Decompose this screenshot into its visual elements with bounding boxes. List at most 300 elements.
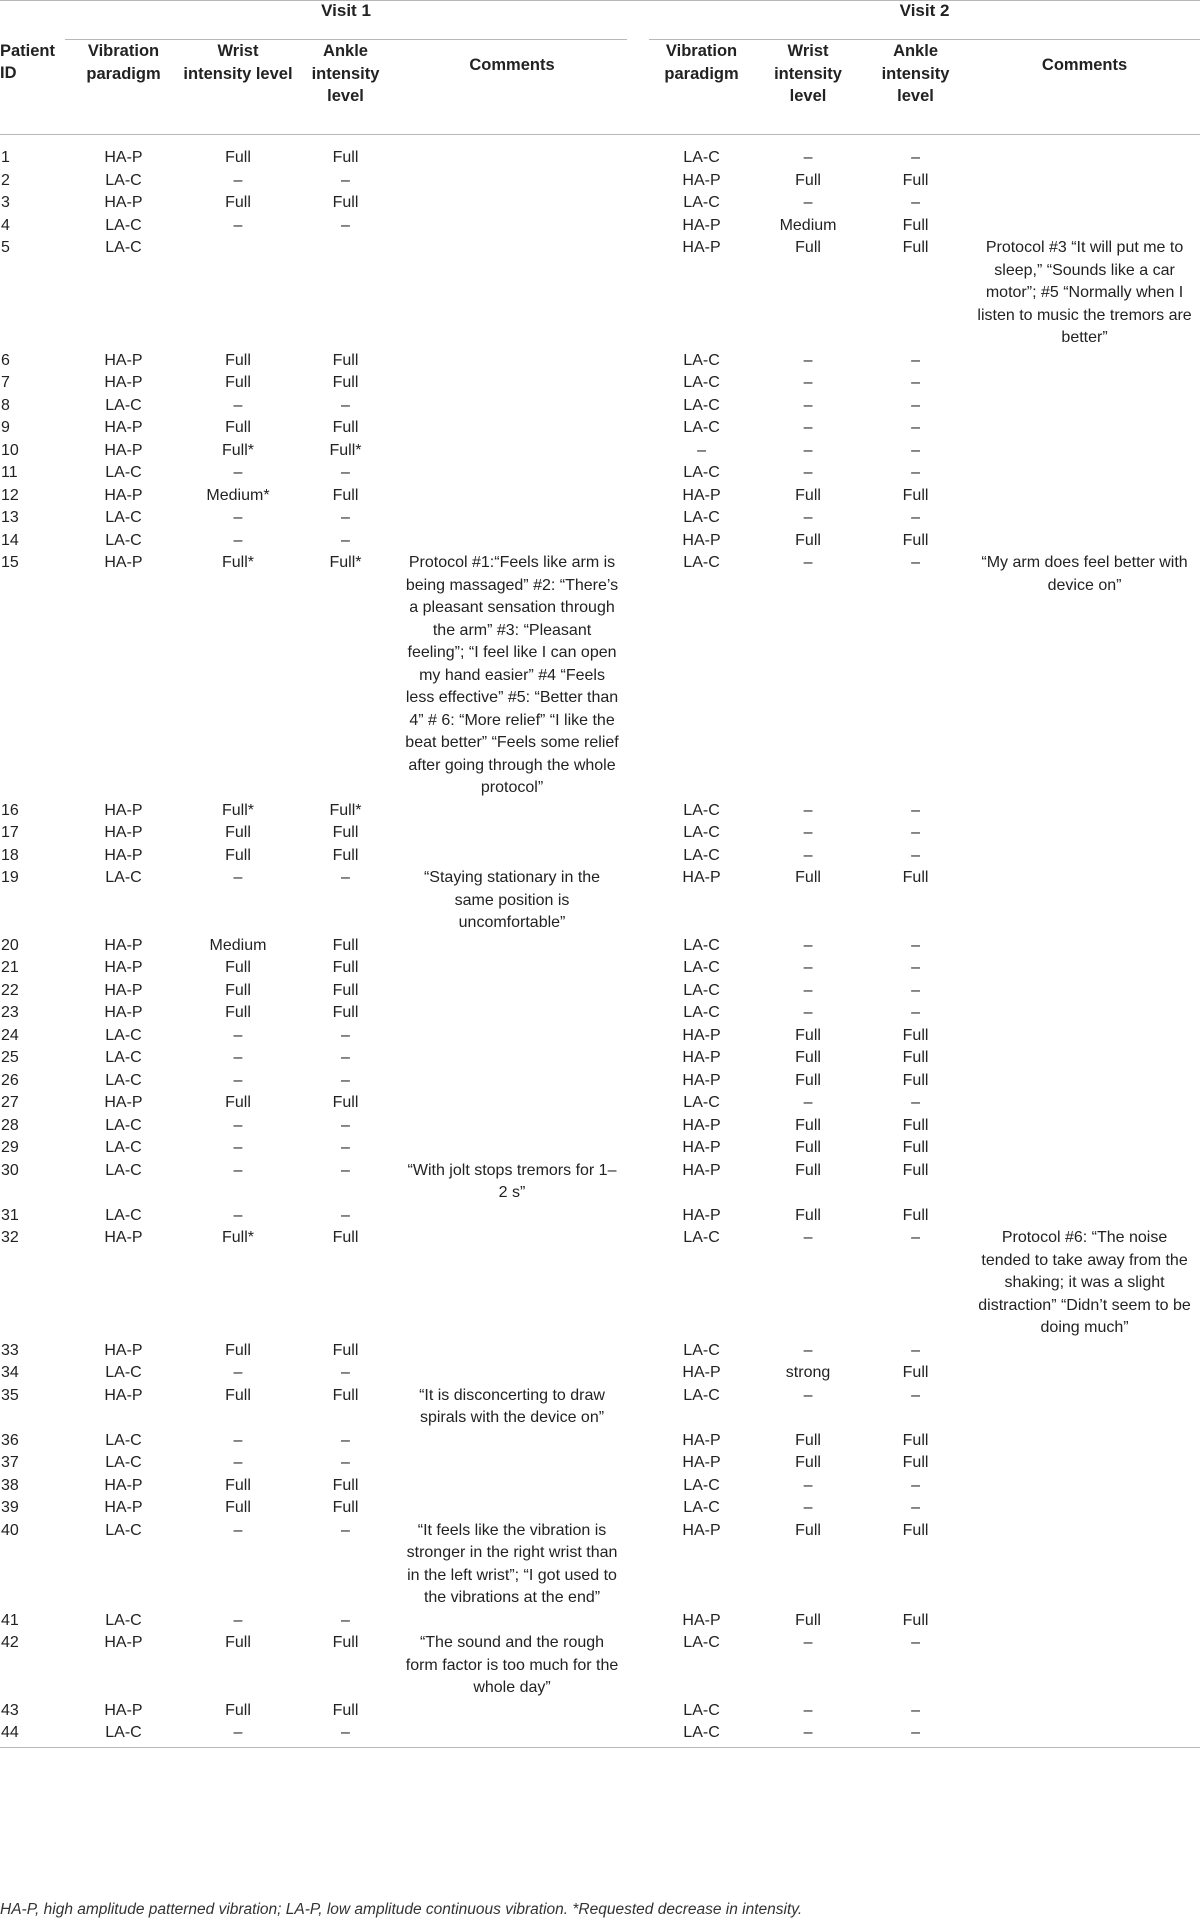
- v2-comment-cell: [969, 1610, 1200, 1633]
- v1-ankle-cell: Full: [332, 1341, 359, 1359]
- table-row: [0, 170, 1200, 193]
- v2-comment-cell: [969, 485, 1200, 508]
- v2-ankle-cell: –: [911, 846, 920, 864]
- v2-ankle-cell: Full: [902, 1521, 929, 1539]
- v2-ankle-cell: Full: [902, 1454, 929, 1471]
- v1-paradigm-cell: HA-P: [104, 1229, 143, 1246]
- v2-ankle-cell: Full: [902, 1071, 929, 1089]
- v2-paradigm-cell: LA-C: [683, 936, 720, 954]
- v2-wrist-cell: Full: [795, 1026, 821, 1044]
- v1-ankle-cell: –: [341, 1431, 350, 1449]
- v1-wrist-cell: –: [233, 396, 243, 414]
- table-row: [0, 1452, 1200, 1475]
- visit-header-row: [0, 0, 1200, 40]
- v1-ankle-cell: Full: [332, 846, 359, 864]
- bottom-rule: [0, 1747, 1200, 1748]
- v2-ankle-cell: Full: [902, 1364, 929, 1381]
- v2-comment-cell: [969, 1385, 1200, 1430]
- v1-ankle-cell: Full: [332, 1386, 359, 1404]
- v1-wrist-cell: Full: [225, 374, 251, 391]
- v1-ankle-cell: –: [341, 1521, 350, 1539]
- patient-id-cell: 6: [1, 351, 10, 369]
- v2-wrist-cell: Full: [795, 171, 821, 189]
- table-row: [0, 530, 1200, 553]
- v1-ankle-cell: –: [341, 1116, 350, 1134]
- patient-id-cell: 35: [1, 1386, 19, 1404]
- v2-ankle-cell: Full: [902, 1206, 929, 1224]
- v1-paradigm-cell: LA-C: [105, 531, 142, 549]
- v1-paradigm-cell: HA-P: [104, 1476, 143, 1494]
- v2-ankle-cell: –: [911, 441, 920, 459]
- v2-comment-cell: [969, 192, 1200, 215]
- gap-cell: [627, 1160, 649, 1205]
- v1-ankle-cell: [294, 237, 397, 350]
- v1-ankle-cell: –: [341, 1454, 350, 1471]
- v1-ankle-cell: Full: [332, 936, 359, 954]
- v2-comment-cell: [969, 867, 1200, 935]
- v1-wrist-cell: –: [233, 1161, 243, 1179]
- v1-ankle-cell: Full: [332, 149, 359, 166]
- footnote: HA-P, high amplitude patterned vibration; LA-P, low amplitude continuous vibration. *Requested decrease in intensity.: [0, 1901, 803, 1918]
- v2-comment-cell: [969, 1362, 1200, 1385]
- v1-comment-cell: [397, 800, 627, 823]
- v2-paradigm-cell: HA-P: [682, 1454, 721, 1471]
- v2-paradigm-cell: LA-C: [683, 1094, 720, 1111]
- v2-comment-cell: [969, 1047, 1200, 1070]
- v1-wrist-cell: Full: [225, 981, 251, 999]
- v1-wrist-cell: –: [233, 171, 243, 189]
- v2-wrist-cell: Full: [795, 239, 821, 256]
- v2-ankle-cell: –: [911, 194, 920, 211]
- v2-ankle-cell: Full: [902, 171, 929, 189]
- patient-id-cell: 19: [1, 869, 19, 886]
- gap-cell: [627, 957, 649, 980]
- v2-paradigm-cell: LA-C: [683, 351, 720, 369]
- patient-id-cell: 10: [1, 441, 19, 459]
- v1-wrist-cell: –: [233, 1071, 243, 1089]
- v1-wrist-cell: Full*: [221, 441, 254, 459]
- v1-ankle-cell: Full: [332, 1634, 359, 1651]
- v2-paradigm-cell: HA-P: [682, 1611, 721, 1629]
- v1-comment-cell: [397, 462, 627, 485]
- v1-ankle-cell: –: [341, 1139, 350, 1156]
- table-row: [0, 485, 1200, 508]
- v2-wrist-cell: –: [803, 419, 813, 436]
- v1-ankle-cell: Full: [332, 824, 359, 841]
- v1-ankle-cell: –: [341, 1611, 350, 1629]
- v1-paradigm-cell: HA-P: [104, 554, 143, 571]
- v1-wrist-cell: Full*: [221, 554, 254, 571]
- table-row: [0, 1385, 1200, 1430]
- v1-comment-cell: [397, 957, 627, 980]
- v2-comment-cell: [969, 147, 1200, 170]
- v2-wrist-cell: –: [803, 1004, 813, 1021]
- v2-comment-cell: [969, 395, 1200, 418]
- gap-cell: [627, 1047, 649, 1070]
- v1-paradigm-cell: LA-C: [105, 1431, 142, 1449]
- v2-ankle-cell: Full: [902, 1026, 929, 1044]
- v1-comment-cell: [397, 1722, 627, 1745]
- v1-wrist-cell: Full: [225, 1634, 251, 1651]
- v2-comment-cell: Protocol #3 “It will put me to sleep,” “Sounds like a car motor”; #5 “Normally when I listen to music the tremors are better”: [977, 239, 1192, 346]
- v2-ankle-cell: –: [911, 509, 920, 526]
- gap-cell: [627, 935, 649, 958]
- v2-comment-cell: [969, 440, 1200, 463]
- v2-ankle-cell: –: [911, 374, 920, 391]
- gap-cell: [627, 372, 649, 395]
- v2-comment-cell: [969, 372, 1200, 395]
- v2-ankle-cell: –: [911, 554, 920, 571]
- v1-wrist-cell: –: [233, 1139, 243, 1156]
- v1-paradigm-cell: LA-C: [105, 1364, 142, 1381]
- v1-ankle-cell: –: [341, 531, 350, 549]
- v2-paradigm-cell: LA-C: [683, 801, 720, 819]
- table-row: [0, 957, 1200, 980]
- gap-cell: [627, 395, 649, 418]
- v2-ankle-cell: Full: [902, 1161, 929, 1179]
- gap-cell: [627, 1070, 649, 1093]
- patient-id-cell: 43: [1, 1701, 19, 1719]
- v1-ankle-cell: Full: [332, 1229, 359, 1246]
- v2-wrist-cell: –: [803, 1341, 813, 1359]
- v1-paradigm-cell: LA-C: [105, 239, 142, 256]
- v1-comment-cell: “The sound and the rough form factor is too much for the whole day”: [405, 1634, 619, 1696]
- table-row: [0, 237, 1200, 350]
- v1-paradigm-cell: HA-P: [104, 486, 143, 504]
- v1-comment-cell: [397, 440, 627, 463]
- v1-wrist-cell: Full*: [221, 801, 254, 819]
- gap-cell: [627, 1520, 649, 1610]
- v1-comment-cell: [397, 935, 627, 958]
- v1-paradigm-cell: LA-C: [105, 464, 142, 481]
- v1-paradigm-cell: HA-P: [104, 936, 143, 954]
- v2-paradigm-cell: HA-P: [682, 1116, 721, 1134]
- patient-id-cell: 4: [1, 216, 10, 234]
- v2-wrist-cell: –: [803, 1476, 813, 1494]
- gap-cell: [627, 1475, 649, 1498]
- patient-id-cell: 17: [1, 824, 19, 841]
- v2-wrist-cell: –: [803, 936, 813, 954]
- v2-paradigm-cell: –: [697, 441, 706, 459]
- v2-comments-header: Comments: [969, 40, 1200, 135]
- v1-ankle-cell: –: [341, 396, 350, 414]
- gap-cell: [627, 1205, 649, 1228]
- v1-wrist-cell: Medium: [209, 936, 267, 954]
- patient-id-cell: 24: [1, 1026, 19, 1044]
- v1-comment-cell: [397, 822, 627, 845]
- v1-comment-cell: [397, 1430, 627, 1453]
- column-header-row: [0, 40, 1200, 135]
- v2-wrist-cell: strong: [785, 1364, 831, 1381]
- v2-wrist-cell: –: [803, 1701, 813, 1719]
- v2-comment-cell: [969, 1340, 1200, 1363]
- v2-ankle-cell: Full: [902, 1611, 929, 1629]
- v1-ankle-cell: Full: [332, 1094, 359, 1111]
- table-row: [0, 462, 1200, 485]
- v2-wrist-cell: Full: [795, 1139, 821, 1156]
- v1-paradigm-cell: LA-C: [105, 216, 142, 234]
- v1-comment-cell: [397, 350, 627, 373]
- v2-ankle-cell: –: [911, 351, 920, 369]
- v1-paradigm-cell: HA-P: [104, 374, 143, 391]
- patient-id-cell: 27: [1, 1094, 19, 1111]
- gap-cell: [627, 1722, 649, 1745]
- v1-comment-cell: [397, 1610, 627, 1633]
- v2-comment-cell: [969, 1632, 1200, 1700]
- patient-id-cell: 33: [1, 1341, 19, 1359]
- gap-cell: [627, 552, 649, 800]
- v2-ankle-cell: Full: [902, 1049, 929, 1066]
- visit1-header: Visit 1: [65, 0, 627, 40]
- v1-paradigm-cell: LA-C: [105, 171, 142, 189]
- patient-id-cell: 8: [1, 396, 10, 414]
- v1-comment-cell: [397, 372, 627, 395]
- table-row: [0, 350, 1200, 373]
- v2-wrist-cell: Full: [795, 1071, 821, 1089]
- v1-paradigm-cell: LA-C: [105, 1454, 142, 1471]
- v2-comment-cell: [969, 845, 1200, 868]
- patient-id-cell: 13: [1, 509, 19, 526]
- gap-cell: [627, 1092, 649, 1115]
- v2-ankle-cell: –: [911, 1386, 920, 1404]
- v2-comment-cell: [969, 957, 1200, 980]
- table-row: [0, 1700, 1200, 1723]
- patient-id-cell: 29: [1, 1139, 19, 1156]
- table-row: [0, 1610, 1200, 1633]
- table-row: [0, 1722, 1200, 1745]
- v2-ankle-cell: –: [911, 1701, 920, 1719]
- v1-comment-cell: [397, 417, 627, 440]
- table-row: [0, 845, 1200, 868]
- table-row: [0, 417, 1200, 440]
- v1-ankle-cell: Full: [332, 959, 359, 976]
- v2-comment-cell: [969, 1160, 1200, 1205]
- v1-ankle-cell: –: [341, 1049, 350, 1066]
- v2-wrist-cell: –: [803, 801, 813, 819]
- v2-paradigm-cell: HA-P: [682, 216, 721, 234]
- table-row: [0, 1115, 1200, 1138]
- gap-cell: [627, 1385, 649, 1430]
- v2-paradigm-cell: LA-C: [683, 1499, 720, 1516]
- v2-comment-cell: Protocol #6: “The noise tended to take away from the shaking; it was a slight distraction” “Didn’t seem to be doing much”: [978, 1229, 1191, 1336]
- v1-wrist-cell: –: [233, 1364, 243, 1381]
- v1-comment-cell: [397, 1092, 627, 1115]
- patient-id-cell: 14: [1, 531, 19, 549]
- v1-paradigm-cell: LA-C: [105, 1026, 142, 1044]
- v1-comment-cell: [397, 1452, 627, 1475]
- v1-paradigm-cell: LA-C: [105, 509, 142, 526]
- gap-cell: [627, 1227, 649, 1340]
- v2-paradigm-cell: HA-P: [682, 1026, 721, 1044]
- patient-id-cell: 26: [1, 1071, 19, 1089]
- v2-wrist-header: Wrist intensity level: [754, 40, 862, 135]
- v1-wrist-cell: –: [233, 216, 243, 234]
- v2-paradigm-cell: HA-P: [682, 1206, 721, 1224]
- v2-ankle-cell: –: [911, 801, 920, 819]
- v2-comment-cell: [969, 417, 1200, 440]
- v1-wrist-cell: –: [233, 1026, 243, 1044]
- v2-comment-cell: [969, 800, 1200, 823]
- table-row: [0, 1520, 1200, 1610]
- v1-paradigm-cell: LA-C: [105, 1049, 142, 1066]
- v1-wrist-header: Wrist intensity level: [182, 40, 294, 135]
- v1-paradigm-cell: HA-P: [104, 1499, 143, 1516]
- table-row: [0, 1362, 1200, 1385]
- v1-paradigm-cell: HA-P: [104, 846, 143, 864]
- v2-wrist-cell: Full: [795, 1116, 821, 1134]
- v2-paradigm-cell: LA-C: [683, 981, 720, 999]
- v2-comment-cell: [969, 1137, 1200, 1160]
- v2-ankle-cell: –: [911, 1476, 920, 1494]
- v1-comment-cell: “It is disconcerting to draw spirals with the device on”: [419, 1386, 605, 1426]
- v2-paradigm-cell: LA-C: [683, 1004, 720, 1021]
- v2-comment-cell: [969, 935, 1200, 958]
- gap-cell: [627, 1610, 649, 1633]
- v1-paradigm-cell: HA-P: [104, 801, 143, 819]
- v2-paradigm-cell: HA-P: [682, 171, 721, 189]
- v2-ankle-cell: –: [911, 1634, 920, 1651]
- v2-ankle-cell: –: [911, 1341, 920, 1359]
- v1-comment-cell: [397, 1497, 627, 1520]
- v1-paradigm-header: Vibration paradigm: [65, 40, 182, 135]
- v2-wrist-cell: –: [803, 374, 813, 391]
- v1-comment-cell: [397, 1025, 627, 1048]
- patient-id-cell: 38: [1, 1476, 19, 1494]
- v1-comment-cell: [397, 395, 627, 418]
- patient-id-cell: 23: [1, 1004, 19, 1021]
- patient-id-cell: 20: [1, 936, 19, 954]
- patient-id-cell: 30: [1, 1161, 19, 1179]
- table-row: [0, 215, 1200, 238]
- table-row: [0, 1205, 1200, 1228]
- gap-cell: [627, 507, 649, 530]
- v1-wrist-cell: Full: [225, 419, 251, 436]
- v1-paradigm-cell: HA-P: [104, 351, 143, 369]
- v1-paradigm-cell: LA-C: [105, 869, 142, 886]
- v2-wrist-cell: Full: [795, 1521, 821, 1539]
- gap-cell: [627, 1497, 649, 1520]
- v2-ankle-cell: –: [911, 824, 920, 841]
- v2-comment-cell: [969, 1205, 1200, 1228]
- gap-cell: [627, 417, 649, 440]
- v2-wrist-cell: Full: [795, 1454, 821, 1471]
- v2-wrist-cell: –: [803, 441, 813, 459]
- v2-ankle-cell: –: [911, 1499, 920, 1516]
- v1-ankle-cell: –: [341, 1161, 350, 1179]
- v2-paradigm-cell: HA-P: [682, 531, 721, 549]
- gap-cell: [627, 192, 649, 215]
- v1-ankle-cell: –: [341, 869, 350, 886]
- gap-cell: [627, 980, 649, 1003]
- patient-id-cell: 28: [1, 1116, 19, 1134]
- v2-wrist-cell: Full: [795, 1206, 821, 1224]
- table-row: [0, 552, 1200, 800]
- v2-wrist-cell: –: [803, 1229, 813, 1246]
- v2-paradigm-cell: LA-C: [683, 1724, 720, 1741]
- v1-wrist-cell: Full: [225, 846, 251, 864]
- v1-wrist-cell: –: [233, 464, 243, 481]
- gap-cell: [627, 147, 649, 170]
- patient-id-cell: 37: [1, 1454, 19, 1471]
- v2-paradigm-cell: HA-P: [682, 239, 721, 256]
- gap-cell: [627, 485, 649, 508]
- patient-id-cell: 25: [1, 1049, 19, 1066]
- patient-id-cell: 42: [1, 1634, 19, 1651]
- v1-paradigm-cell: HA-P: [104, 194, 143, 211]
- table-row: [0, 395, 1200, 418]
- v1-wrist-cell: Full: [225, 1004, 251, 1021]
- v1-wrist-cell: –: [233, 1206, 243, 1224]
- v1-comment-cell: [397, 845, 627, 868]
- v2-paradigm-cell: LA-C: [683, 374, 720, 391]
- v1-paradigm-cell: HA-P: [104, 1094, 143, 1111]
- v2-ankle-cell: Full: [902, 216, 929, 234]
- table-row: [0, 980, 1200, 1003]
- v2-paradigm-cell: LA-C: [683, 1634, 720, 1651]
- v1-wrist-cell: Full: [225, 1701, 251, 1719]
- v1-wrist-cell: –: [233, 509, 243, 526]
- gap-cell: [627, 462, 649, 485]
- v1-ankle-cell: Full: [332, 1701, 359, 1719]
- v1-paradigm-cell: HA-P: [104, 824, 143, 841]
- v1-comment-cell: Protocol #1:“Feels like arm is being massaged” #2: “There’s a pleasant sensation through the arm” #3: “Pleasant feeling”; “I feel like I can open my hand easier” #4 “Feels less effective” #5: “Better than 4” # 6: “More relief” “I like the beat better” “Feels some relief after going through the whole protocol”: [405, 554, 619, 796]
- v2-wrist-cell: –: [803, 824, 813, 841]
- v1-paradigm-cell: HA-P: [104, 1004, 143, 1021]
- v2-comment-cell: [969, 1700, 1200, 1723]
- v2-ankle-cell: Full: [902, 1431, 929, 1449]
- patient-id-cell: 9: [1, 419, 10, 436]
- v2-wrist-cell: –: [803, 959, 813, 976]
- gap-cell: [627, 1452, 649, 1475]
- v2-ankle-cell: –: [911, 396, 920, 414]
- patient-id-header: Patient ID: [0, 40, 65, 135]
- gap-cell: [627, 170, 649, 193]
- v1-paradigm-cell: HA-P: [104, 1634, 143, 1651]
- patient-id-cell: 3: [1, 194, 10, 211]
- table-row: [0, 935, 1200, 958]
- table-row: [0, 822, 1200, 845]
- v2-paradigm-cell: LA-C: [683, 1229, 720, 1246]
- v2-wrist-cell: Full: [795, 1431, 821, 1449]
- v2-ankle-cell: Full: [902, 1139, 929, 1156]
- v1-wrist-cell: Full: [225, 1386, 251, 1404]
- v2-ankle-cell: –: [911, 464, 920, 481]
- patient-id-cell: 7: [1, 374, 10, 391]
- v2-paradigm-cell: LA-C: [683, 396, 720, 414]
- v1-comment-cell: [397, 1700, 627, 1723]
- v1-ankle-cell: Full: [332, 1499, 359, 1516]
- table-row: [0, 1497, 1200, 1520]
- v1-paradigm-cell: HA-P: [104, 419, 143, 436]
- v1-comments-header: Comments: [397, 40, 627, 135]
- table-row: [0, 1092, 1200, 1115]
- v2-comment-cell: [969, 507, 1200, 530]
- patient-id-cell: 39: [1, 1499, 19, 1516]
- patient-id-cell: 36: [1, 1431, 19, 1449]
- table-row: [0, 372, 1200, 395]
- v1-wrist-cell: –: [233, 1521, 243, 1539]
- v2-comment-cell: “My arm does feel better with device on”: [981, 554, 1188, 594]
- v2-ankle-cell: –: [911, 1724, 920, 1741]
- gap-cell: [627, 800, 649, 823]
- table-row: [0, 147, 1200, 170]
- v2-paradigm-header: Vibration paradigm: [649, 40, 754, 135]
- v2-comment-cell: [969, 1092, 1200, 1115]
- v1-ankle-cell: Full: [332, 419, 359, 436]
- v1-wrist-cell: –: [233, 531, 243, 549]
- gap-cell: [627, 1115, 649, 1138]
- v1-wrist-cell: Full: [225, 1476, 251, 1494]
